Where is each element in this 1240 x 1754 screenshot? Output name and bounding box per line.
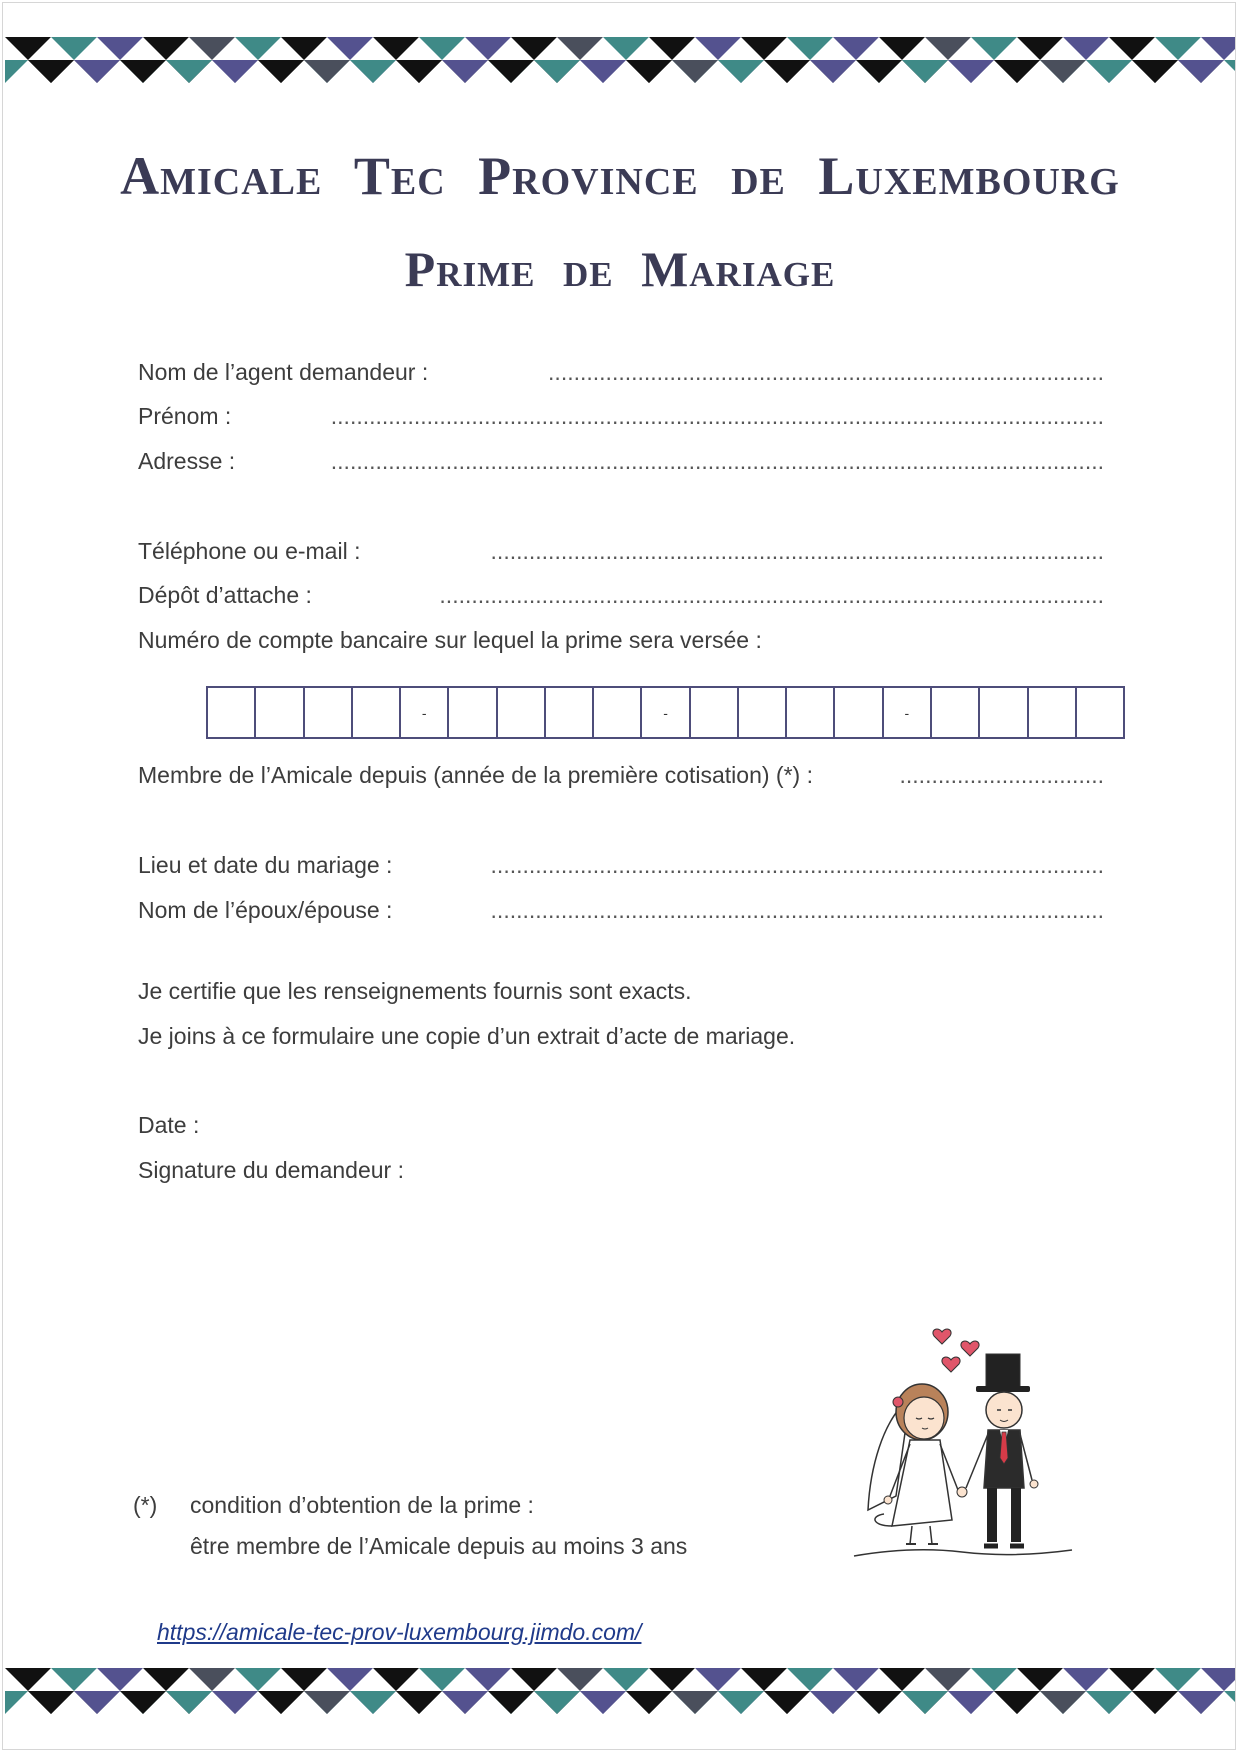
band-triangle xyxy=(695,37,741,60)
band-triangle xyxy=(189,37,235,60)
iban-box[interactable] xyxy=(353,688,401,737)
band-triangle xyxy=(856,60,902,83)
band-triangle xyxy=(787,37,833,60)
band-triangle xyxy=(1086,1691,1132,1714)
band-triangle xyxy=(396,60,442,83)
band-triangle xyxy=(626,60,672,83)
band-triangle xyxy=(511,1668,557,1691)
band-triangle xyxy=(833,1668,879,1691)
bank-account-boxes[interactable] xyxy=(206,686,1125,739)
band-triangle xyxy=(120,60,166,83)
iban-box[interactable] xyxy=(1077,688,1123,737)
marriage-place-date-label: Lieu et date du mariage : xyxy=(138,852,393,878)
band-triangle xyxy=(925,1668,971,1691)
band-triangle xyxy=(626,1691,672,1714)
band-triangle xyxy=(557,37,603,60)
band-triangle xyxy=(994,60,1040,83)
iban-box[interactable] xyxy=(256,688,304,737)
spouse-name-label: Nom de l’époux/épouse : xyxy=(138,897,393,923)
band-triangle xyxy=(718,60,764,83)
band-triangle xyxy=(810,60,856,83)
band-triangle xyxy=(327,37,373,60)
band-triangle xyxy=(1155,37,1201,60)
iban-box[interactable] xyxy=(498,688,546,737)
page-title: Amicale Tec Province de Luxembourg xyxy=(120,146,1120,206)
iban-separator: - xyxy=(884,688,932,737)
band-triangle xyxy=(557,1668,603,1691)
band-triangle xyxy=(603,37,649,60)
agent-name-field[interactable] xyxy=(138,359,1104,391)
band-triangle xyxy=(534,1691,580,1714)
band-triangle xyxy=(166,1691,212,1714)
band-triangle xyxy=(51,1668,97,1691)
band-triangle xyxy=(465,1668,511,1691)
band-triangle xyxy=(488,1691,534,1714)
agent-name-dotted-line[interactable]: ....................................................................................... xyxy=(548,359,1104,385)
band-triangle xyxy=(74,60,120,83)
iban-box[interactable] xyxy=(980,688,1028,737)
band-triangle xyxy=(235,1668,281,1691)
band-triangle xyxy=(879,1668,925,1691)
iban-box[interactable] xyxy=(449,688,497,737)
band-triangle xyxy=(1040,60,1086,83)
iban-box[interactable] xyxy=(546,688,594,737)
band-triangle xyxy=(74,1691,120,1714)
band-triangle xyxy=(419,37,465,60)
band-triangle xyxy=(580,60,626,83)
band-triangle xyxy=(442,60,488,83)
band-triangle xyxy=(902,60,948,83)
band-triangle xyxy=(373,1668,419,1691)
band-triangle xyxy=(695,1668,741,1691)
band-triangle xyxy=(1017,1668,1063,1691)
certify-statement: Je certifie que les renseignements fournis sont exacts. xyxy=(138,978,692,1004)
iban-box[interactable] xyxy=(835,688,883,737)
band-triangle xyxy=(925,37,971,60)
date-label: Date : xyxy=(138,1112,200,1138)
band-triangle xyxy=(948,1691,994,1714)
band-triangle xyxy=(1086,60,1132,83)
iban-separator: - xyxy=(642,688,690,737)
member-since-label: Membre de l’Amicale depuis (année de la première cotisation) (*) : xyxy=(138,762,813,788)
iban-separator: - xyxy=(401,688,449,737)
band-triangle xyxy=(350,60,396,83)
account-label: Numéro de compte bancaire sur lequel la prime sera versée : xyxy=(138,627,762,653)
address-dotted-line[interactable]: ......................................................................................................................... xyxy=(330,448,1104,474)
iban-box[interactable] xyxy=(787,688,835,737)
attach-statement: Je joins à ce formulaire une copie d’un extrait d’acte de mariage. xyxy=(138,1023,796,1049)
depot-label: Dépôt d’attache : xyxy=(138,582,312,608)
band-triangle xyxy=(97,1668,143,1691)
band-triangle xyxy=(5,1691,28,1714)
bottom-decorative-band xyxy=(5,1668,1235,1714)
band-triangle xyxy=(396,1691,442,1714)
first-name-label: Prénom : xyxy=(138,403,232,429)
iban-box[interactable] xyxy=(691,688,739,737)
iban-box[interactable] xyxy=(739,688,787,737)
band-triangle xyxy=(603,1668,649,1691)
band-triangle xyxy=(833,37,879,60)
depot-field[interactable] xyxy=(138,582,1104,614)
band-triangle xyxy=(258,60,304,83)
band-triangle xyxy=(672,60,718,83)
band-triangle xyxy=(166,60,212,83)
agent-name-label: Nom de l’agent demandeur : xyxy=(138,359,429,385)
footnote-marker: (*) xyxy=(133,1492,158,1518)
band-triangle xyxy=(28,60,74,83)
band-triangle xyxy=(902,1691,948,1714)
band-triangle xyxy=(787,1668,833,1691)
band-triangle xyxy=(5,37,51,60)
band-triangle xyxy=(1040,1691,1086,1714)
band-triangle xyxy=(350,1691,396,1714)
band-triangle xyxy=(51,37,97,60)
band-triangle xyxy=(97,37,143,60)
marriage-place-date-field[interactable] xyxy=(138,852,1104,884)
band-triangle xyxy=(143,1668,189,1691)
band-triangle xyxy=(281,37,327,60)
band-triangle xyxy=(419,1668,465,1691)
band-triangle xyxy=(488,60,534,83)
band-triangle xyxy=(1201,37,1235,60)
band-triangle xyxy=(1178,60,1224,83)
band-triangle xyxy=(304,1691,350,1714)
band-triangle xyxy=(764,60,810,83)
band-triangle xyxy=(672,1691,718,1714)
band-triangle xyxy=(327,1668,373,1691)
band-triangle xyxy=(948,60,994,83)
band-triangle xyxy=(1201,1668,1235,1691)
phone-field[interactable] xyxy=(138,538,1104,570)
band-triangle xyxy=(442,1691,488,1714)
first-name-field[interactable] xyxy=(138,403,1104,435)
band-triangle xyxy=(718,1691,764,1714)
footnote-line-2: être membre de l’Amicale depuis au moins 3 ans xyxy=(190,1533,688,1559)
band-triangle xyxy=(143,37,189,60)
band-triangle xyxy=(120,1691,166,1714)
band-triangle xyxy=(534,60,580,83)
depot-dotted-line[interactable]: ........................................................................................................ xyxy=(439,582,1104,608)
iban-box[interactable] xyxy=(932,688,980,737)
iban-box[interactable] xyxy=(594,688,642,737)
band-triangle xyxy=(304,60,350,83)
iban-box[interactable] xyxy=(1029,688,1077,737)
page-subtitle: Prime de Mariage xyxy=(404,241,836,297)
band-triangle xyxy=(649,37,695,60)
footnote-line-1: condition d’obtention de la prime : xyxy=(190,1492,534,1518)
band-triangle xyxy=(28,1691,74,1714)
band-triangle xyxy=(212,1691,258,1714)
band-triangle xyxy=(258,1691,304,1714)
band-triangle xyxy=(1224,60,1235,83)
band-triangle xyxy=(810,1691,856,1714)
band-triangle xyxy=(1017,37,1063,60)
band-triangle xyxy=(741,1668,787,1691)
band-triangle xyxy=(1224,1691,1235,1714)
wedding-couple-illustration xyxy=(852,1320,1074,1570)
band-triangle xyxy=(971,1668,1017,1691)
band-triangle xyxy=(5,60,28,83)
band-triangle xyxy=(1155,1668,1201,1691)
iban-box[interactable] xyxy=(208,688,256,737)
website-link[interactable]: https://amicale-tec-prov-luxembourg.jimdo.com/ xyxy=(157,1619,642,1645)
band-triangle xyxy=(1063,37,1109,60)
phone-label: Téléphone ou e-mail : xyxy=(138,538,361,564)
band-triangle xyxy=(580,1691,626,1714)
band-triangle xyxy=(1109,37,1155,60)
band-triangle xyxy=(281,1668,327,1691)
band-triangle xyxy=(465,37,511,60)
band-triangle xyxy=(212,60,258,83)
band-triangle xyxy=(235,37,281,60)
band-triangle xyxy=(1109,1668,1155,1691)
iban-box[interactable] xyxy=(305,688,353,737)
address-field[interactable] xyxy=(138,448,1104,480)
first-name-dotted-line[interactable]: ......................................................................................................................... xyxy=(330,403,1104,429)
band-triangle xyxy=(1063,1668,1109,1691)
signature-label: Signature du demandeur : xyxy=(138,1157,404,1183)
band-triangle xyxy=(856,1691,902,1714)
band-triangle xyxy=(971,37,1017,60)
band-triangle xyxy=(879,37,925,60)
band-triangle xyxy=(1178,1691,1224,1714)
band-triangle xyxy=(5,1668,51,1691)
band-triangle xyxy=(1132,1691,1178,1714)
spouse-name-dotted-line[interactable]: ................................................................................................ xyxy=(490,897,1104,923)
band-triangle xyxy=(189,1668,235,1691)
marriage-place-date-dotted-line[interactable]: ................................................................................................ xyxy=(490,852,1104,878)
band-triangle xyxy=(373,37,419,60)
band-triangle xyxy=(994,1691,1040,1714)
top-decorative-band xyxy=(5,37,1235,83)
band-triangle xyxy=(741,37,787,60)
phone-dotted-line[interactable]: ................................................................................................ xyxy=(490,538,1104,564)
band-triangle xyxy=(764,1691,810,1714)
spouse-name-field[interactable] xyxy=(138,897,1104,929)
band-triangle xyxy=(649,1668,695,1691)
address-label: Adresse : xyxy=(138,448,236,474)
band-triangle xyxy=(511,37,557,60)
member-since-field[interactable] xyxy=(138,762,1104,794)
member-since-dotted-line[interactable]: ................................ xyxy=(899,762,1104,788)
band-triangle xyxy=(1132,60,1178,83)
